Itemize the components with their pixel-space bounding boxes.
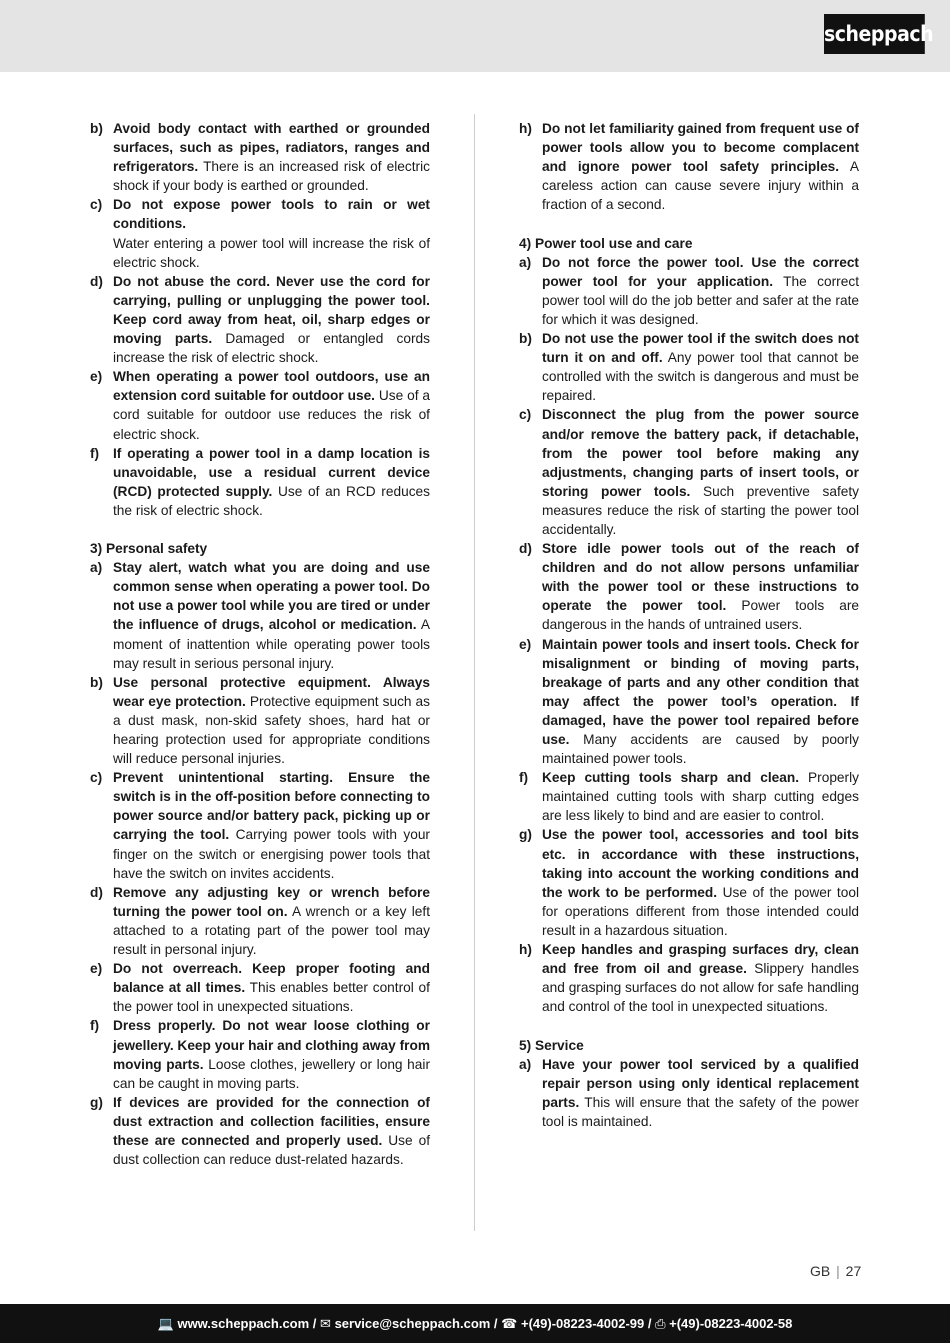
item-explanation: Slippery handles and grasping surfaces do not allow for safe handling and control of the tool in unexpected situations. [542, 961, 859, 1015]
item-instruction: Maintain power tools and insert tools. Check for misalignment or binding of moving parts, breakage of parts and any other condition that may affect the power tool’s operation. If damaged, have the power tool repaired before use. [542, 636, 859, 747]
item-instruction: Remove any adjusting key or wrench before turning the power tool on. [113, 884, 430, 919]
item-instruction: Use the power tool, accessories and tool bits etc. in accordance with these instructions, taking into account the working conditions and the work to be performed. [542, 827, 859, 900]
phone-icon: ☎ [501, 1316, 518, 1331]
item-explanation: This enables better control of the power tool in unexpected situations. [113, 980, 430, 1015]
section-heading: 4) Power tool use and care [519, 235, 693, 251]
left-column [90, 119, 430, 1169]
item-explanation: Use of the power tool for operations different from those intended could result in a hazardous situation. [542, 884, 859, 938]
item-marker: f) [90, 1018, 100, 1034]
item-marker: e) [90, 961, 103, 977]
instruction-item [519, 539, 859, 634]
instruction-item [519, 253, 859, 329]
item-instruction: Do not let familiarity gained from frequent use of power tools allow you to become complacent and ignore power tool safety principles. [542, 121, 859, 175]
instruction-item [90, 768, 430, 883]
item-explanation: Use of a cord suitable for outdoor use reduces the risk of electric shock. [113, 388, 430, 442]
item-instruction: Disconnect the plug from the power source and/or remove the battery pack, if detachable, from the power tool before making any adjustments, changing parts of insert tools, or storing power tools. [542, 407, 859, 499]
footer-bar [0, 1304, 950, 1343]
instruction-item [519, 635, 859, 769]
item-marker: f) [519, 770, 529, 786]
item-explanation: Loose clothes, jewellery or long hair can be caught in moving parts. [113, 1056, 431, 1091]
item-explanation: A careless action can cause severe injury within a fraction of a second. [542, 159, 859, 213]
item-marker: d) [90, 884, 103, 900]
item-instruction: Do not abuse the cord. Never use the cord for carrying, pulling or unplugging the power tool. Keep cord away from heat, oil, sharp edges or moving parts. [113, 273, 430, 347]
item-marker: a) [90, 560, 103, 576]
item-marker: g) [519, 827, 532, 843]
item-instruction: Do not use the power tool if the switch does not turn it on and off. [542, 331, 859, 366]
instruction-item [90, 195, 430, 271]
item-explanation: A moment of inattention while operating power tools may result in serious personal injury. [113, 617, 430, 671]
item-explanation: Power tools are dangerous in the hands of untrained users. [542, 598, 860, 633]
item-marker: g) [90, 1094, 103, 1110]
page-number-value: 27 [845, 1263, 862, 1279]
section-spacer [90, 520, 430, 539]
section-heading: 3) Personal safety [90, 541, 208, 557]
item-instruction: Stay alert, watch what you are doing and use common sense when operating a power tool. Do not use a power tool while you are tired or under the influence of drugs, alcohol or medication. [113, 560, 430, 633]
computer-icon: 💻 [157, 1316, 174, 1331]
item-marker: h) [519, 121, 532, 136]
item-explanation: There is an increased risk of electric shock if your body is earthed or grounded. [113, 159, 430, 194]
item-instruction: Avoid body contact with earthed or grounded surfaces, such as pipes, radiators, ranges and refrigerators. [113, 121, 430, 175]
instruction-item [519, 1055, 859, 1131]
language-code: GB [810, 1263, 831, 1279]
instruction-item [90, 673, 430, 768]
item-explanation: Use of dust collection can reduce dust-related hazards. [113, 1132, 430, 1168]
item-marker: e) [90, 369, 103, 385]
item-instruction: Store idle power tools out of the reach of children and do not allow persons unfamiliar with the power tool or these instructions to operate the power tool. [542, 541, 859, 614]
instruction-item [90, 444, 430, 520]
item-instruction: If operating a power tool in a damp location is unavoidable, use a residual current device (RCD) protected supply. [113, 445, 430, 499]
page-separator: | [836, 1263, 840, 1279]
item-instruction: Do not overreach. Keep proper footing and balance at all times. [113, 961, 430, 996]
item-marker: a) [519, 254, 532, 270]
item-explanation: Any power tool that cannot be controlled with the switch is dangerous and must be repaired. [542, 350, 859, 404]
item-explanation: Properly maintained cutting tools with sharp cutting edges are less likely to bind and are easier to control. [542, 770, 859, 824]
item-explanation: This will ensure that the safety of the power tool is maintained. [542, 1094, 859, 1129]
item-marker: c) [90, 770, 103, 786]
footer-fax: +(49)-08223-4002-58 [669, 1316, 793, 1331]
instruction-item [90, 272, 430, 367]
fax-icon: ⎙ [655, 1316, 666, 1331]
scheppach-logo: scheppach [824, 14, 925, 54]
item-explanation: The correct power tool will do the job better and safer at the rate for which it was designed. [542, 273, 859, 327]
item-instruction: Use personal protective equipment. Always wear eye protection. [113, 674, 430, 709]
item-marker: e) [519, 636, 532, 652]
item-instruction: Keep cutting tools sharp and clean. [542, 770, 800, 786]
item-marker: b) [519, 331, 532, 347]
instruction-item [519, 405, 859, 539]
item-instruction: Dress properly. Do not wear loose clothing or jewellery. Keep your hair and clothing away from moving parts. [113, 1018, 430, 1072]
item-instruction: Do not expose power tools to rain or wet conditions. [113, 197, 430, 232]
item-marker: b) [90, 121, 103, 136]
envelope-icon: ✉ [320, 1316, 331, 1331]
item-instruction: If devices are provided for the connection of dust extraction and collection facilities, ensure these are connected and properly used. [113, 1094, 430, 1148]
footer-phone: +(49)-08223-4002-99 / [521, 1316, 652, 1331]
item-explanation: Damaged or entangled cords increase the risk of electric shock. [113, 331, 430, 366]
instruction-item [519, 329, 859, 405]
item-explanation: Carrying power tools with your finger on the switch or energising power tools that have the switch on invites accidents. [113, 827, 430, 881]
section-heading: 5) Service [519, 1037, 584, 1053]
item-marker: d) [519, 541, 532, 557]
instruction-item [519, 768, 859, 825]
item-marker: c) [519, 407, 532, 423]
item-instruction: Keep handles and grasping surfaces dry, clean and free from oil and grease. [542, 942, 859, 977]
instruction-item [90, 558, 430, 673]
instruction-item [90, 1093, 430, 1169]
instruction-item [90, 367, 430, 443]
item-explanation: Such preventive safety measures reduce the risk of starting the power tool accidentally. [542, 483, 860, 537]
item-instruction: Have your power tool serviced by a qualified repair person using only identical replacement parts. [542, 1056, 859, 1110]
item-marker: a) [519, 1056, 532, 1072]
instruction-item [519, 119, 859, 214]
item-instruction: Do not force the power tool. Use the correct power tool for your application. [542, 254, 859, 289]
header-band [0, 0, 950, 72]
instruction-item [90, 1016, 430, 1092]
instruction-item [90, 119, 430, 195]
item-explanation: Water entering a power tool will increase the risk of electric shock. [113, 235, 430, 270]
item-explanation: Many accidents are caused by poorly maintained power tools. [542, 732, 859, 767]
item-explanation: Protective equipment such as a dust mask, non-skid safety shoes, hard hat or hearing protection used for appropriate conditions will reduce personal injuries. [113, 693, 431, 767]
page-number [810, 1263, 861, 1279]
section-spacer [519, 1016, 859, 1035]
footer-website[interactable]: www.scheppach.com / [177, 1316, 317, 1331]
item-marker: f) [90, 445, 100, 461]
item-explanation: A wrench or a key left attached to a rotating part of the power tool may result in personal injury. [113, 903, 430, 958]
item-instruction: Prevent unintentional starting. Ensure the switch is in the off-position before connecting to power source and/or battery pack, picking up or carrying the tool. [113, 770, 430, 843]
instruction-item [90, 883, 430, 959]
item-marker: h) [519, 942, 532, 958]
item-marker: d) [90, 273, 103, 289]
footer-email[interactable]: service@scheppach.com / [334, 1316, 498, 1331]
item-instruction: When operating a power tool outdoors, use an extension cord suitable for outdoor use. [113, 369, 430, 404]
instruction-item [519, 940, 859, 1016]
section-spacer [519, 214, 859, 233]
instruction-item [519, 825, 859, 940]
instruction-item [90, 959, 430, 1016]
item-marker: c) [90, 197, 103, 213]
column-divider [474, 114, 475, 1231]
right-column [519, 119, 859, 1131]
item-marker: b) [90, 674, 103, 690]
item-explanation: Use of an RCD reduces the risk of electric shock. [113, 483, 430, 518]
